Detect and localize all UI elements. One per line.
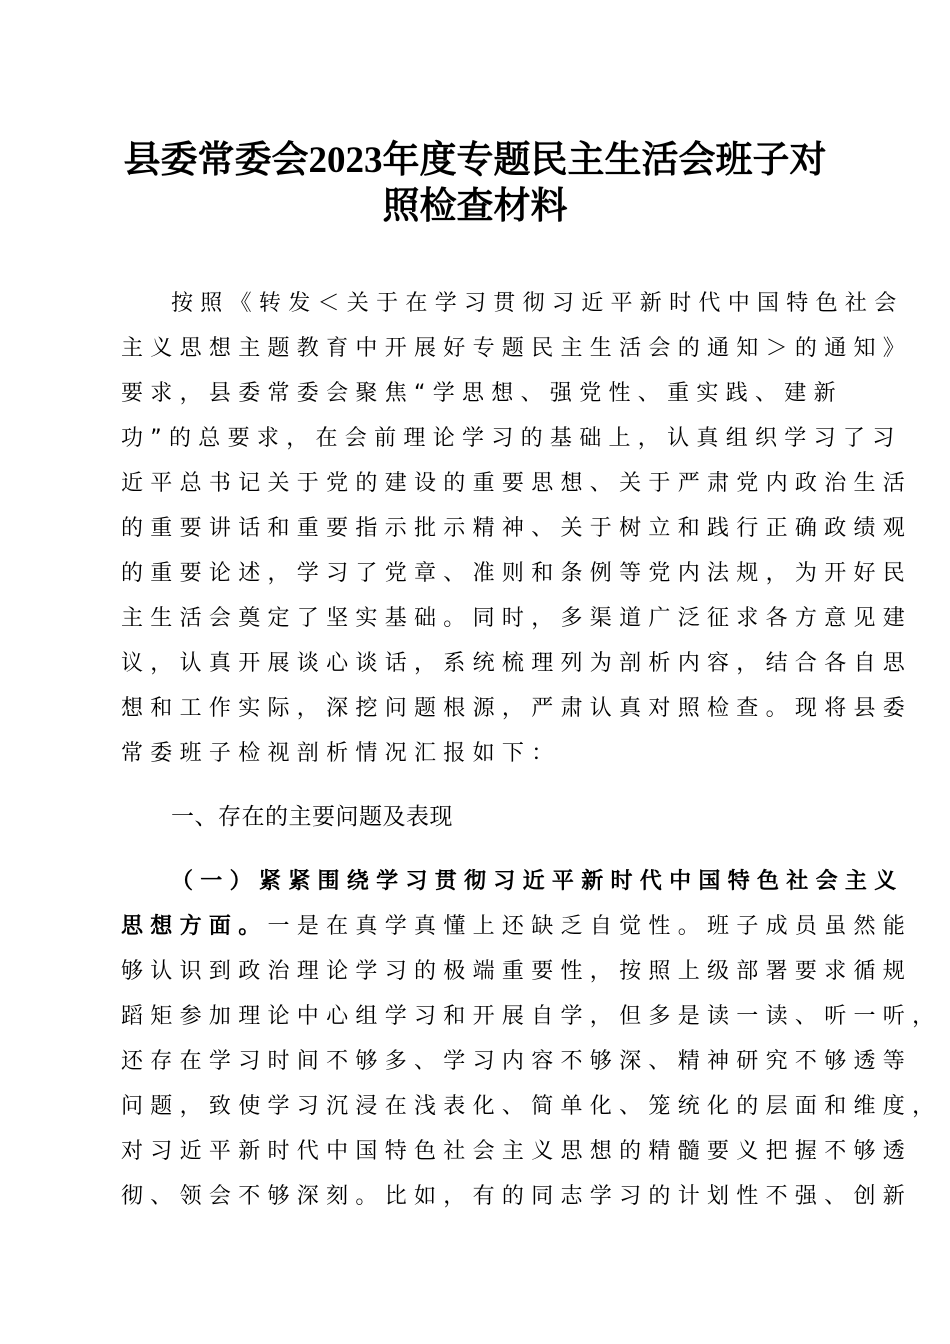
paragraph-line: 议，认真开展谈心谈话，系统梳理列为剖析内容，结合各自思 <box>121 651 913 676</box>
paragraph-line: 常委班子检视剖析情况汇报如下： <box>121 741 561 766</box>
subsection-heading: （一）紧紧围绕学习贯彻习近平新时代中国特色社会主义 <box>171 869 904 895</box>
subsection-heading-tail: 思想方面。 <box>121 914 268 940</box>
paragraph-line: 想和工作实际，深挖问题根源，严肃认真对照检查。现将县委 <box>121 696 913 721</box>
subsection-paragraph <box>121 859 942 1219</box>
paragraph-line: 主义思想主题教育中开展好专题民主生活会的通知＞的通知》 <box>121 336 913 361</box>
section-heading: 一、存在的主要问题及表现 <box>171 804 453 831</box>
paragraph-line: 还存在学习时间不够多、学习内容不够深、精神研究不够透等 <box>121 1049 913 1075</box>
paragraph-line: 彻、领会不够深刻。比如，有的同志学习的计划性不强、创新 <box>121 1184 913 1210</box>
paragraph-line: 主生活会奠定了坚实基础。同时，多渠道广泛征求各方意见建 <box>121 606 913 631</box>
paragraph-line <box>121 904 913 949</box>
paragraph-line: 要求，县委常委会聚焦“学思想、强党性、重实践、建新 <box>121 381 843 406</box>
document-title <box>120 138 830 230</box>
paragraph-line: 功”的总要求，在会前理论学习的基础上，认真组织学习了习 <box>121 426 902 451</box>
paragraph-line: 近平总书记关于党的建设的重要思想、关于严肃党内政治生活 <box>121 471 913 496</box>
title-line-1: 县委常委会2023年度专题民主生活会班子对 <box>123 140 827 181</box>
intro-paragraph <box>121 281 913 776</box>
paragraph-line-text: 一是在真学真懂上还缺乏自觉性。班子成员虽然能 <box>267 914 913 940</box>
paragraph-line: 够认识到政治理论学习的极端重要性，按照上级部署要求循规 <box>121 959 913 985</box>
document-body <box>121 281 942 1219</box>
paragraph-line: 按照《转发＜关于在学习贯彻习近平新时代中国特色社会 <box>171 291 904 316</box>
paragraph-line: 的重要论述，学习了党章、准则和条例等党内法规，为开好民 <box>121 561 913 586</box>
paragraph-line: 蹈矩参加理论中心组学习和开展自学，但多是读一读、听一听， <box>121 1004 942 1030</box>
title-line-2: 照检查材料 <box>382 186 568 227</box>
paragraph-line: 对习近平新时代中国特色社会主义思想的精髓要义把握不够透 <box>121 1139 913 1165</box>
paragraph-line: 问题，致使学习沉浸在浅表化、简单化、笼统化的层面和维度， <box>121 1094 942 1120</box>
paragraph-line: 的重要讲话和重要指示批示精神、关于树立和践行正确政绩观 <box>121 516 913 541</box>
